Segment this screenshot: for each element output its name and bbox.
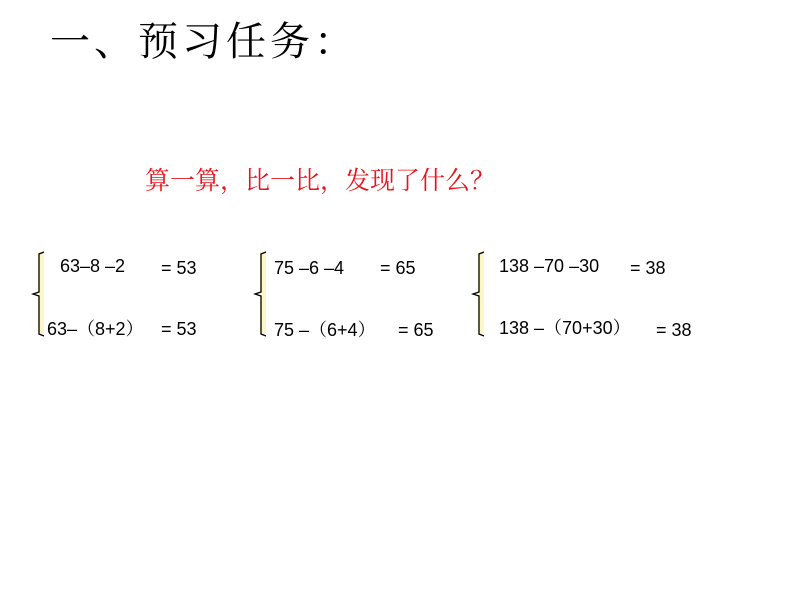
- bottom-expression: 63–（8+2）: [47, 319, 144, 339]
- slide-title: 一、预习任务：: [50, 19, 358, 65]
- top-expression: 138 –70 –30: [499, 256, 600, 276]
- top-answer: = 38: [630, 258, 666, 278]
- top-answer: = 65: [380, 258, 416, 278]
- top-answer: = 53: [161, 258, 197, 278]
- top-expression: 75 –6 –4: [274, 258, 345, 278]
- left-brace-icon: [252, 250, 274, 340]
- bottom-answer: = 65: [398, 320, 434, 340]
- task-prompt: 算一算，比一比，发现了什么？: [145, 166, 496, 195]
- bottom-answer: = 38: [656, 320, 692, 340]
- equation-group-1: [30, 250, 230, 340]
- left-brace-icon: [470, 250, 492, 340]
- equation-group-2: [252, 250, 462, 340]
- bottom-expression: 138 –（70+30）: [499, 318, 631, 338]
- top-expression: 63–8 –2: [60, 256, 126, 276]
- bottom-answer: = 53: [161, 319, 197, 339]
- equation-group-3: [470, 250, 710, 340]
- bottom-expression: 75 –（6+4）: [274, 320, 376, 340]
